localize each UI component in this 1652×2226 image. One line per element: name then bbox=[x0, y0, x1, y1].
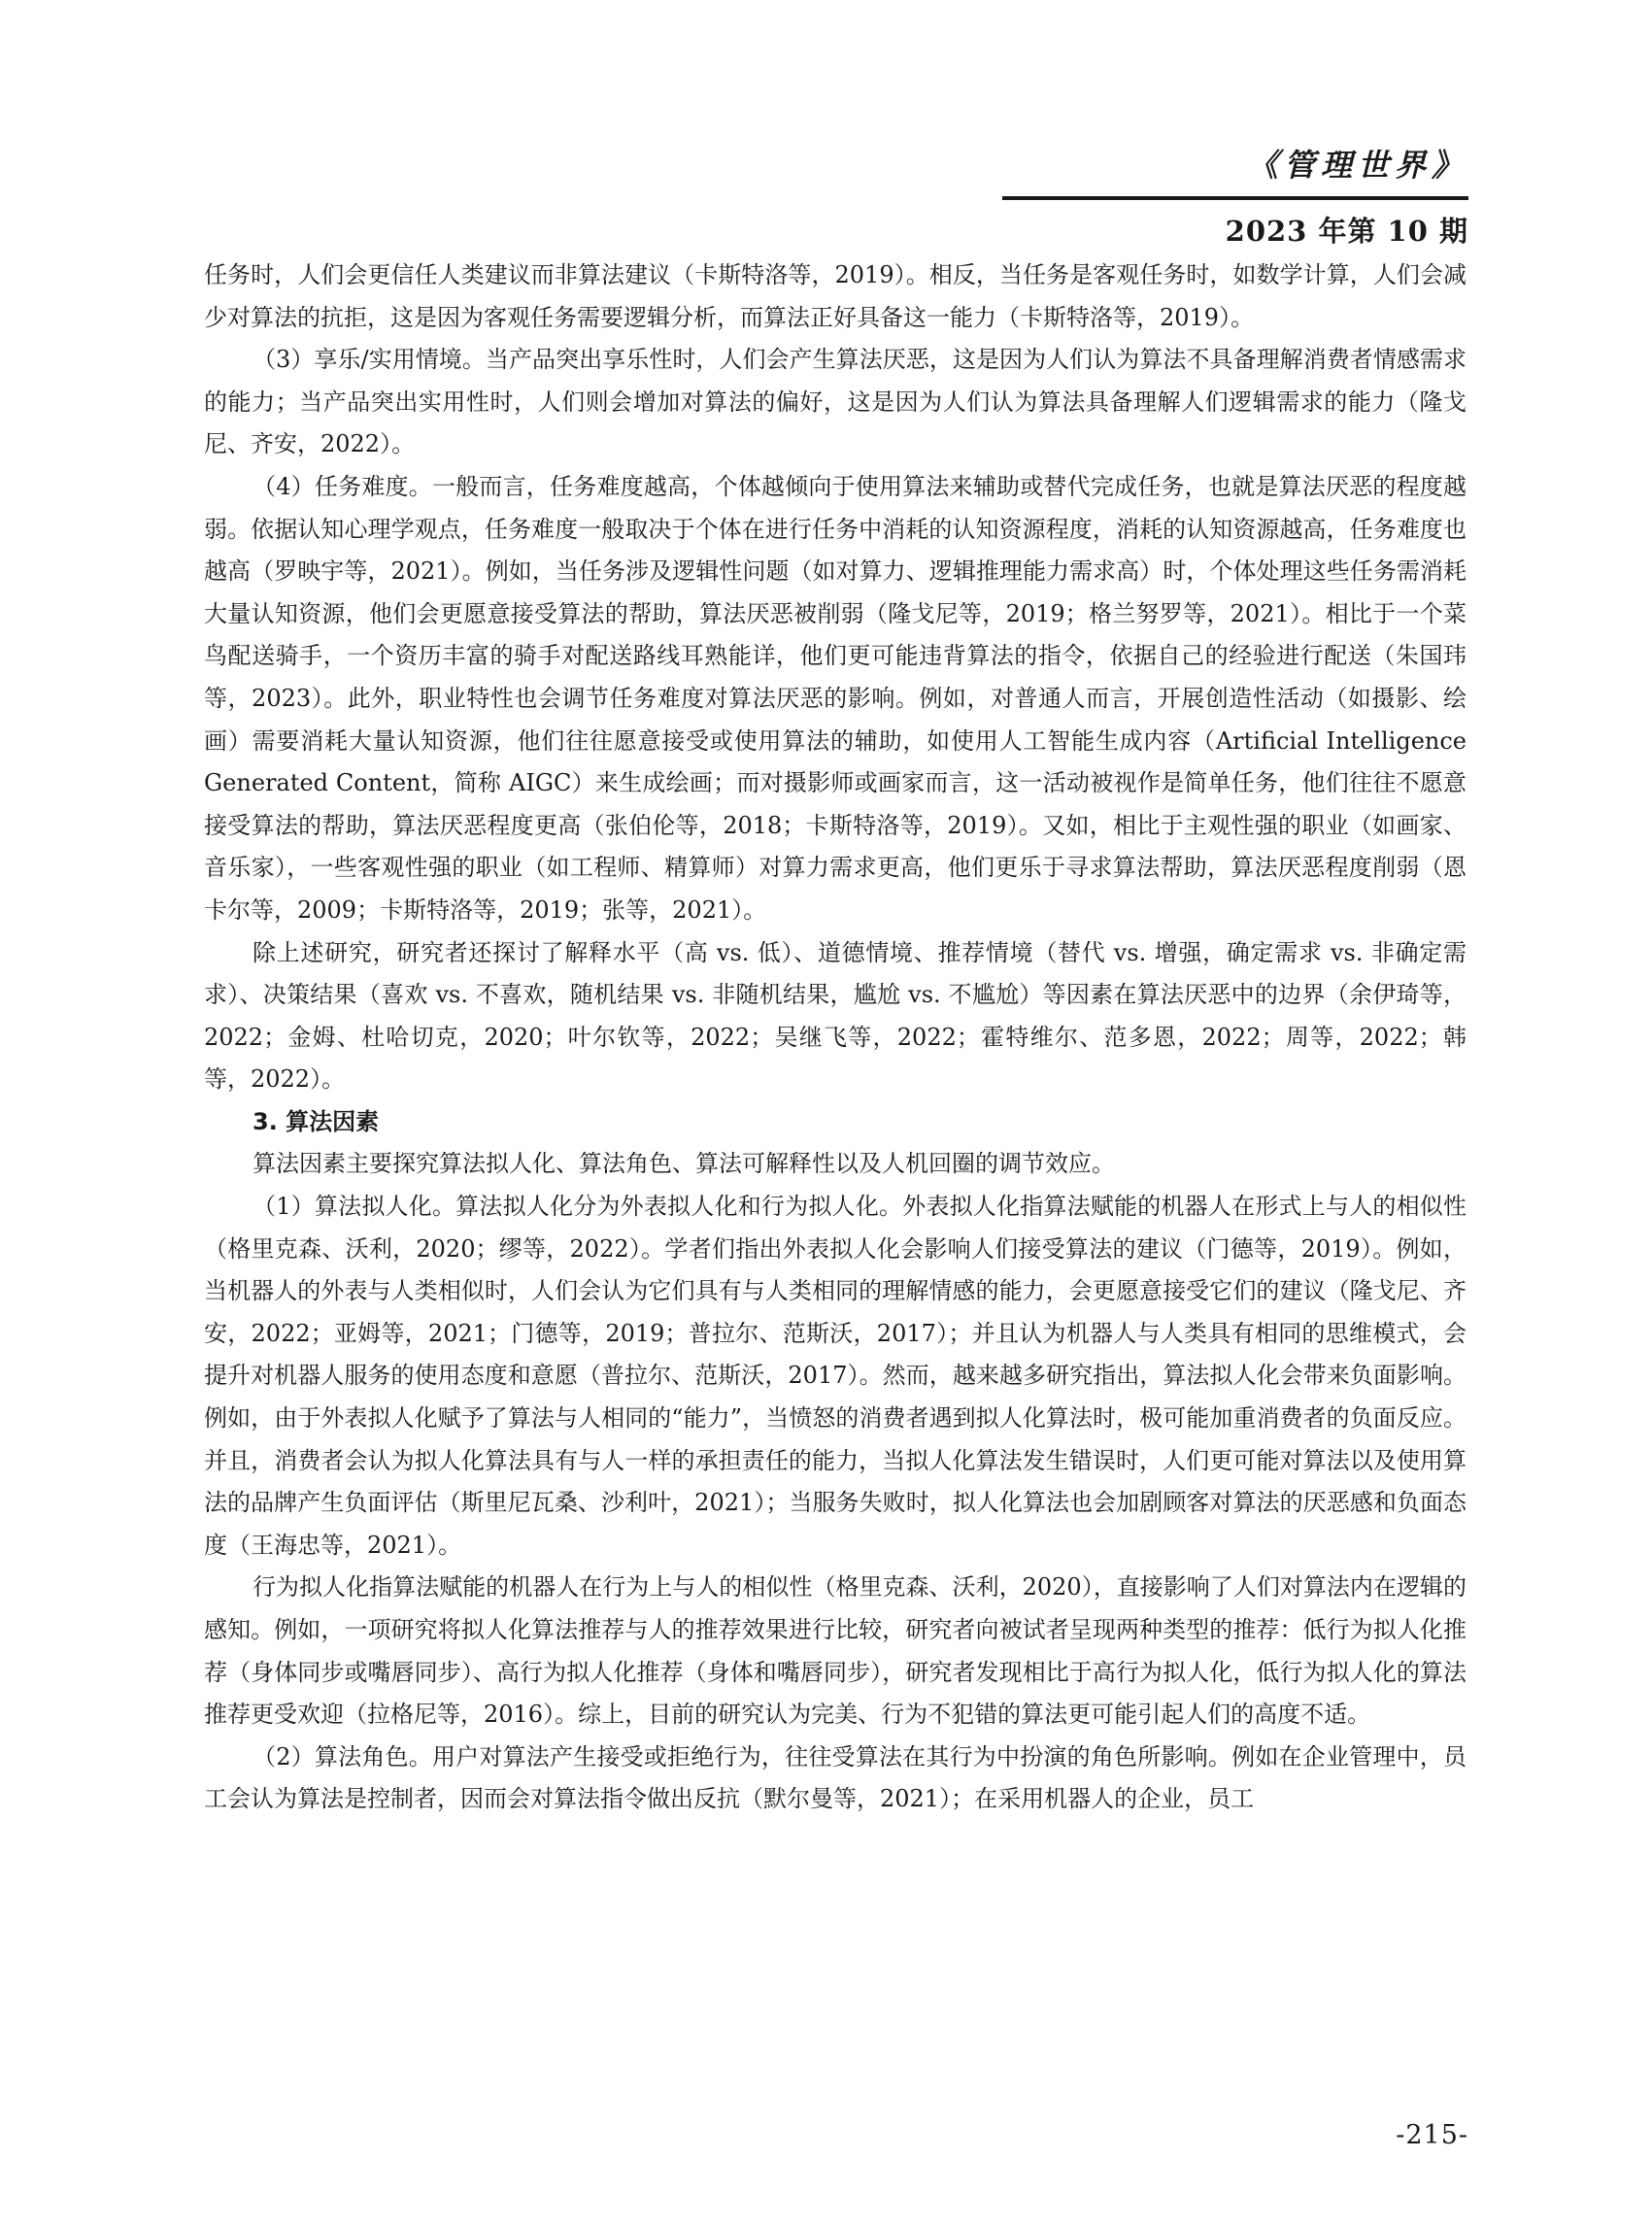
page-number: -215- bbox=[1396, 2120, 1468, 2150]
paragraph: （1）算法拟人化。算法拟人化分为外表拟人化和行为拟人化。外表拟人化指算法赋能的机器人在形式上与人的相似性（格里克森、沃利，2020；缪等，2022）。学者们指出外表拟人化会影响人们接受算法的建议（门德等，2019）。例如，当机器人的外表与人类相似时，人们会认为它们具有与人类相同的理解情感的能力，会更愿意接受它们的建议（隆戈尼、齐安，2022；亚姆等，2021；门德等，2019；普拉尔、范斯沃，2017）；并且认为机器人与人类具有相同的思维模式，会提升对机器人服务的使用态度和意愿（普拉尔、范斯沃，2017）。然而，越来越多研究指出，算法拟人化会带来负面影响。例如，由于外表拟人化赋予了算法与人相同的“能力”，当愤怒的消费者遇到拟人化算法时，极可能加重消费者的负面反应。并且，消费者会认为拟人化算法具有与人一样的承担责任的能力，当拟人化算法发生错误时，人们更可能对算法以及使用算法的品牌产生负面评估（斯里尼瓦桑、沙利叶，2021）；当服务失败时，拟人化算法也会加剧顾客对算法的厌恶感和负面态度（王海忠等，2021）。 bbox=[204, 1193, 1467, 1559]
issue-number: 2023 年第 10 期 bbox=[1225, 215, 1468, 248]
paragraph: （3）享乐/实用情境。当产品突出享乐性时，人们会产生算法厌恶，这是因为人们认为算法不具备理解消费者情感需求的能力；当产品突出实用性时，人们则会增加对算法的偏好，这是因为人们认为算法具备理解人们逻辑需求的能力（隆戈尼、齐安，2022）。 bbox=[204, 346, 1467, 458]
paragraph: 除上述研究，研究者还探讨了解释水平（高 vs. 低）、道德情境、推荐情境（替代 vs. 增强，确定需求 vs. 非确定需求）、决策结果（喜欢 vs. 不喜欢，随机结果 vs. 非随机结果，尴尬 vs. 不尴尬）等因素在算法厌恶中的边界（余伊琦等，2022；金姆、杜哈切克，2020；叶尔钦等，2022；吴继飞等，2022；霍特维尔、范多恩，2022；周等，2022；韩等，2022）。 bbox=[204, 938, 1467, 1094]
paragraph: （4）任务难度。一般而言，任务难度越高，个体越倾向于使用算法来辅助或替代完成任务，也就是算法厌恶的程度越弱。依据认知心理学观点，任务难度一般取决于个体在进行任务中消耗的认知资源程度，消耗的认知资源越高，任务难度也越高（罗映宇等，2021）。例如，当任务涉及逻辑性问题（如对算力、逻辑推理能力需求高）时，个体处理这些任务需消耗大量认知资源，他们会更愿意接受算法的帮助，算法厌恶被削弱（隆戈尼等，2019；格兰努罗等，2021）。相比于一个菜鸟配送骑手，一个资历丰富的骑手对配送路线耳熟能详，他们更可能违背算法的指令，依据自己的经验进行配送（朱国玮等，2023）。此外，职业特性也会调节任务难度对算法厌恶的影响。例如，对普通人而言，开展创造性活动（如摄影、绘画）需要消耗大量认知资源，他们往往愿意接受或使用算法的辅助，如使用人工智能生成内容（Artificial Intelligence Generated Content，简称 AIGC）来生成绘画；而对摄影师或画家而言，这一活动被视作是简单任务，他们往往不愿意接受算法的帮助，算法厌恶程度更高（张伯伦等，2018；卡斯特洛等，2019）。又如，相比于主观性强的职业（如画家、音乐家），一些客观性强的职业（如工程师、精算师）对算力需求更高，他们更乐于寻求算法帮助，算法厌恶程度削弱（恩卡尔等，2009；卡斯特洛等，2019；张等，2021）。 bbox=[204, 472, 1467, 924]
section-heading: 3. 算法因素 bbox=[253, 1107, 380, 1135]
header-rule bbox=[1002, 196, 1468, 200]
paragraph-continued: 任务时，人们会更信任人类建议而非算法建议（卡斯特洛等，2019）。相反，当任务是客观任务时，如数学计算，人们会减少对算法的抗拒，这是因为客观任务需要逻辑分析，而算法正好具备这一能力（卡斯特洛等，2019）。 bbox=[204, 261, 1467, 331]
paragraph: （2）算法角色。用户对算法产生接受或拒绝行为，往往受算法在其行为中扮演的角色所影响。例如在企业管理中，员工会认为算法是控制者，因而会对算法指令做出反抗（默尔曼等，2021）；在采用机器人的企业，员工 bbox=[204, 1742, 1467, 1813]
journal-header bbox=[1002, 146, 1468, 249]
journal-name: 《管理世界》 bbox=[1246, 147, 1468, 184]
paragraph: 行为拟人化指算法赋能的机器人在行为上与人的相似性（格里克森、沃利，2020），直接影响了人们对算法内在逻辑的感知。例如，一项研究将拟人化算法推荐与人的推荐效果进行比较，研究者向被试者呈现两种类型的推荐：低行为拟人化推荐（身体同步或嘴唇同步）、高行为拟人化推荐（身体和嘴唇同步），研究者发现相比于高行为拟人化，低行为拟人化的算法推荐更受欢迎（拉格尼等，2016）。综上，目前的研究认为完美、行为不犯错的算法更可能引起人们的高度不适。 bbox=[204, 1573, 1467, 1729]
article-body bbox=[204, 254, 1467, 1821]
paragraph: 算法因素主要探究算法拟人化、算法角色、算法可解释性以及人机回圈的调节效应。 bbox=[253, 1150, 1115, 1178]
